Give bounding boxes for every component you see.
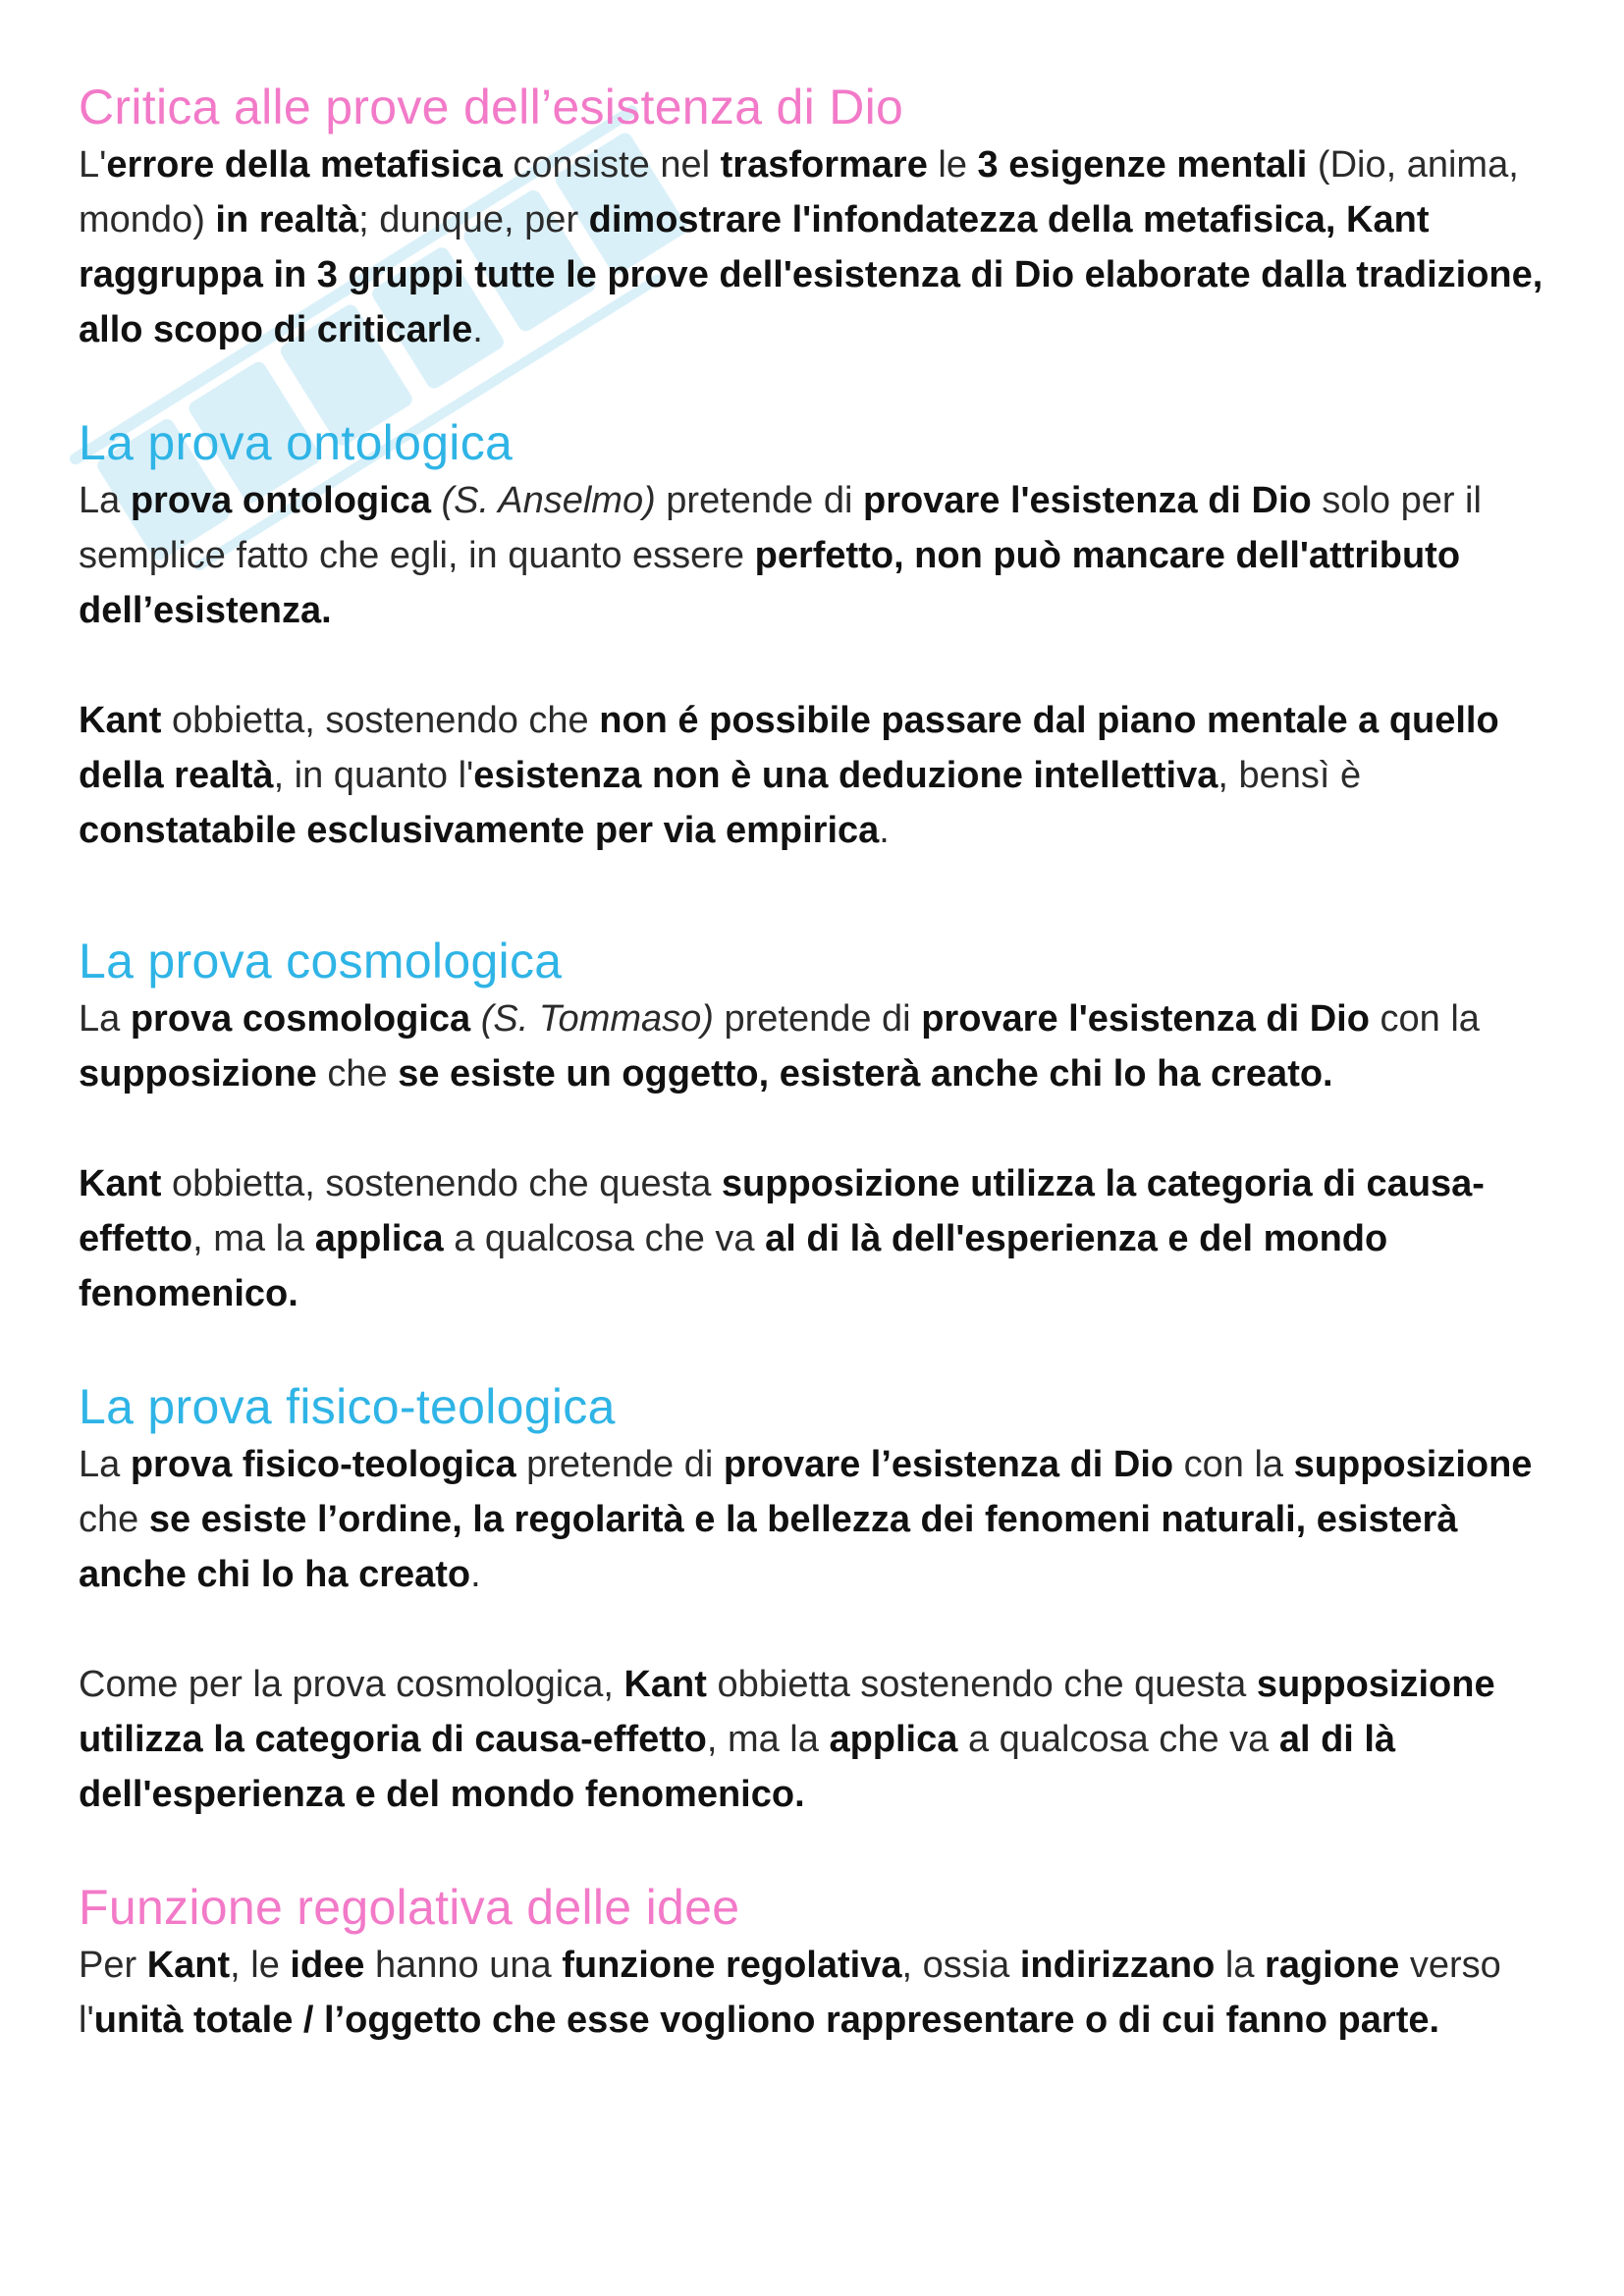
bold-text: Kant [623,1664,707,1705]
text-run: La [79,480,131,521]
text-run: con la [1369,998,1480,1040]
paragraph [79,1938,1551,2048]
bold-text: provare l’esistenza di Dio [723,1444,1174,1485]
text-run: pretende di [655,480,863,521]
text-run: L' [79,144,107,186]
bold-text: perfetto, non può mancare dell'attributo dell’esistenza. [79,535,1461,631]
text-run: obbietta, sostenendo che [161,700,600,741]
text-run: (Dio, anima, mondo) [79,144,1519,240]
bold-text: non é possibile passare dal piano mentale a quello della realtà [79,700,1499,796]
paragraph [79,137,1551,357]
text-run: ; dunque, per [358,199,589,240]
bold-text: provare l'esistenza di Dio [863,480,1312,521]
paragraph [79,693,1551,858]
section-prova-ontologica [79,412,1551,858]
text-run: , ma la [706,1719,830,1760]
bold-text: se esiste un oggetto, esisterà anche chi lo ha creato. [398,1053,1333,1095]
bold-text: funzione regolativa [562,1945,902,1986]
bold-text: ragione [1265,1945,1400,1986]
paragraph [79,991,1551,1101]
bold-text: supposizione utilizza la categoria di causa-effetto [79,1664,1495,1760]
text-run: Come per la prova cosmologica, [79,1664,624,1705]
text-run: obbietta, sostenendo che questa [161,1163,722,1204]
text-run: . [879,810,890,851]
bold-text: in realtà [215,199,359,240]
paragraph [79,1156,1551,1321]
text-run: solo per il semplice fatto che egli, in quanto essere [79,480,1482,576]
bold-text: prova ontologica [130,480,431,521]
bold-text: provare l'esistenza di Dio [921,998,1370,1040]
text-run: la [1215,1945,1266,1986]
bold-text: Kant [146,1945,231,1986]
bold-text: supposizione [79,1053,317,1095]
italic-text: (S. Anselmo) [441,480,656,521]
bold-text: Kant [79,700,162,741]
text-run: , le [230,1945,291,1986]
text-run: hanno una [364,1945,563,1986]
bold-text: se esiste l’ordine, la regolarità e la bellezza dei fenomeni naturali, esisterà anche chi lo ha creato [79,1499,1458,1595]
bold-text: applica [314,1218,444,1259]
text-run: che [316,1053,399,1095]
text-run: a qualcosa che va [443,1218,766,1259]
section-title-funzione-regolativa: Funzione regolativa delle idee [79,1880,740,1935]
bold-text: dimostrare l'infondatezza della metafisica, Kant raggruppa in 3 gruppi tutte le prove dell'esistenza di Dio elaborate dalla tradizione, allo scopo di criticarle [79,199,1543,350]
bold-text: errore della metafisica [106,144,503,186]
text-run: , in quanto l' [273,755,474,796]
text-run: La [79,1444,131,1485]
section-prova-fisico-teologica [79,1376,1551,1822]
section-title-cosmologica: La prova cosmologica [79,934,563,988]
bold-text: applica [829,1719,958,1760]
document-page [79,77,1551,2048]
italic-text: (S. Tommaso) [480,998,714,1040]
bold-text: Kant [79,1163,162,1204]
text-run: , ma la [192,1218,315,1259]
bold-text: constatabile esclusivamente per via empirica [79,810,880,851]
text-run: La [79,998,131,1040]
text-run [470,998,481,1040]
text-run [431,480,442,521]
bold-text: supposizione utilizza la categoria di causa-effetto [79,1163,1485,1259]
text-run: consiste nel [502,144,721,186]
bold-text: prova fisico-teologica [130,1444,516,1485]
text-run: obbietta sostenendo che questa [706,1664,1257,1705]
section-prova-cosmologica [79,931,1551,1321]
bold-text: prova cosmologica [130,998,471,1040]
bold-text: unità totale / l’oggetto che esse vogliono rappresentare o di cui fanno parte. [93,2000,1440,2041]
bold-text: trasformare [720,144,928,186]
bold-text: indirizzano [1019,1945,1216,1986]
paragraph [79,473,1551,638]
section-funzione-regolativa [79,1877,1551,2048]
paragraph [79,1657,1551,1822]
paragraph [79,1437,1551,1602]
bold-text: al di là dell'esperienza e del mondo fenomenico. [79,1218,1388,1314]
text-run: , bensì è [1218,755,1362,796]
text-run: a qualcosa che va [957,1719,1279,1760]
section-title-critica: Critica alle prove dell’esistenza di Dio [79,80,904,134]
section-title-ontologica: La prova ontologica [79,415,514,470]
bold-text: al di là dell'esperienza e del mondo fenomenico. [79,1719,1396,1815]
section-title-fisico-teologica: La prova fisico-teologica [79,1379,616,1434]
text-run: , ossia [901,1945,1020,1986]
text-run: che [79,1499,149,1540]
text-run: le [927,144,978,186]
text-run: verso l' [79,1945,1501,2041]
text-run: pretende di [713,998,922,1040]
text-run: . [472,309,483,350]
text-run: Per [79,1945,147,1986]
bold-text: idee [290,1945,365,1986]
bold-text: 3 esigenze mentali [977,144,1308,186]
text-run: . [470,1554,481,1595]
text-run: pretende di [515,1444,724,1485]
bold-text: supposizione [1293,1444,1533,1485]
text-run: con la [1173,1444,1294,1485]
section-critica [79,77,1551,357]
bold-text: esistenza non è una deduzione intellettiva [473,755,1218,796]
